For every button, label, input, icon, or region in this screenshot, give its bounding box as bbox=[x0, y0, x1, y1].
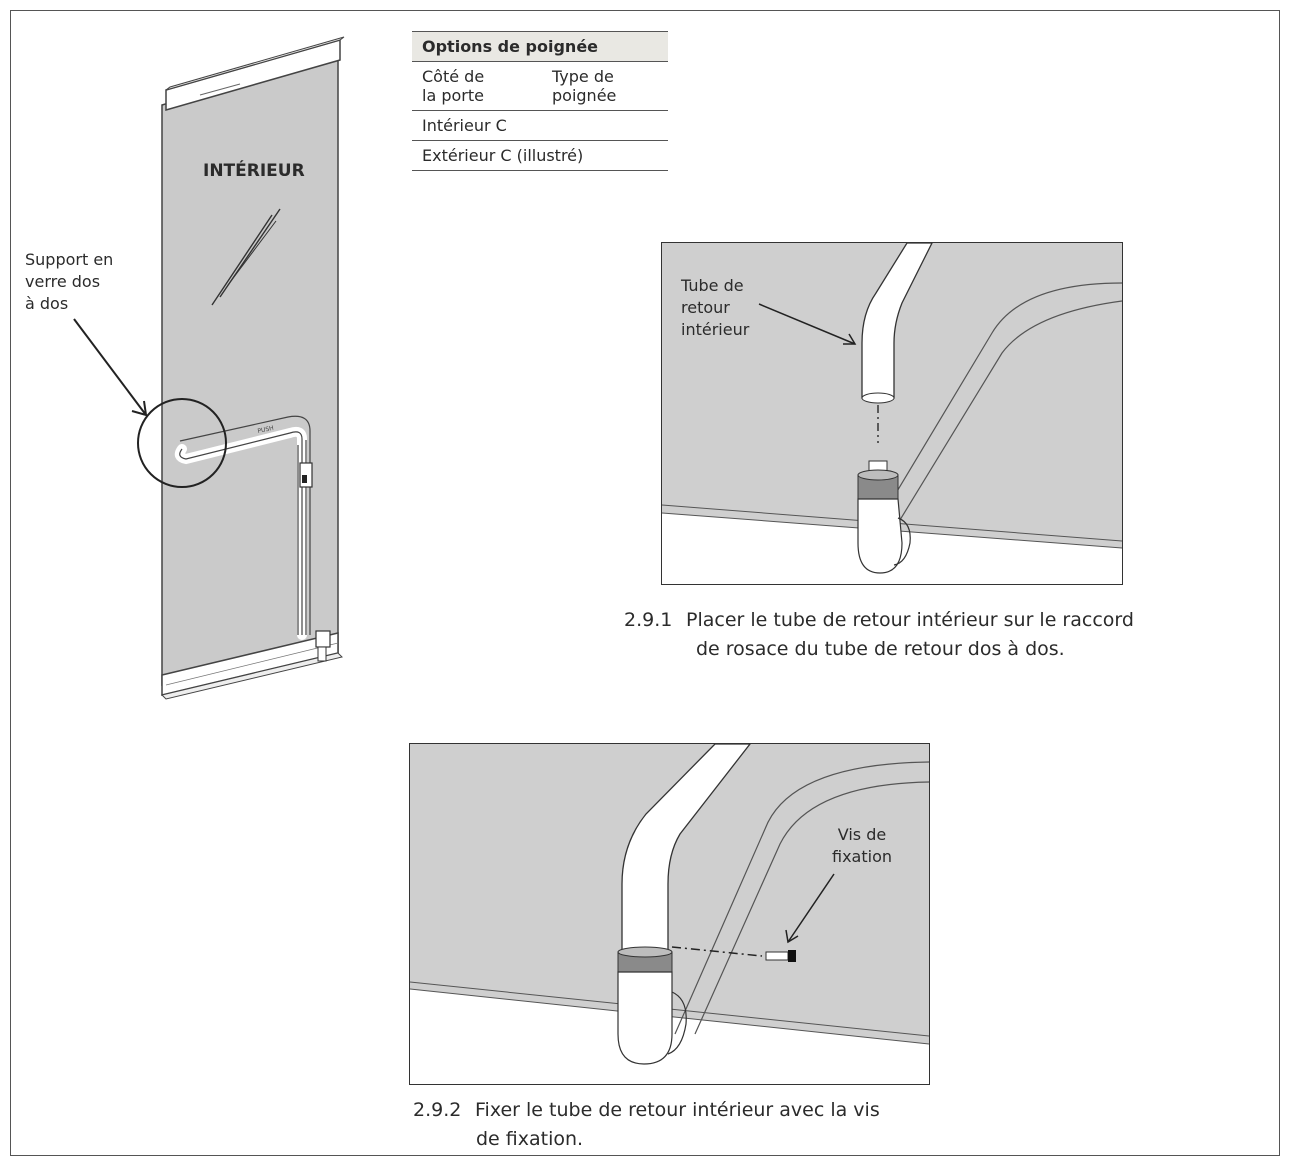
step-2-caption bbox=[413, 1096, 880, 1154]
step-2-illustration bbox=[409, 743, 930, 1085]
support-callout-line: Support en bbox=[25, 250, 114, 269]
table-header-row bbox=[412, 32, 668, 62]
interior-label: INTÉRIEUR bbox=[203, 161, 305, 181]
screw-callout-label bbox=[832, 824, 892, 868]
table-cell: Intérieur C bbox=[422, 116, 507, 135]
callout-line: intérieur bbox=[681, 320, 750, 339]
step-number: 2.9.1 bbox=[624, 609, 673, 631]
support-callout-line: verre dos bbox=[25, 272, 101, 291]
table-cell: Extérieur C (illustré) bbox=[422, 146, 584, 165]
caption-text: de fixation. bbox=[476, 1128, 584, 1150]
table-row bbox=[412, 141, 668, 171]
support-callout-line: à dos bbox=[25, 294, 69, 313]
table-row bbox=[412, 111, 668, 141]
caption-text: de rosace du tube de retour dos à dos. bbox=[696, 638, 1065, 660]
caption-text: Fixer le tube de retour intérieur avec la vis bbox=[475, 1099, 880, 1121]
table-cell: Type de poignée bbox=[552, 67, 617, 105]
callout-line: fixation bbox=[832, 847, 892, 866]
step-number: 2.9.2 bbox=[413, 1099, 462, 1121]
table-row bbox=[412, 62, 668, 111]
screw-callout-arrow bbox=[780, 870, 840, 950]
return-tube-callout-label bbox=[681, 275, 749, 341]
table-cell: Côté de la porte bbox=[422, 67, 485, 105]
callout-line: Vis de bbox=[837, 825, 887, 844]
support-callout-label bbox=[25, 249, 113, 315]
handle-options-table bbox=[412, 31, 668, 171]
table-header: Options de poignée bbox=[412, 32, 668, 62]
door-illustration bbox=[130, 35, 350, 705]
step-1-caption bbox=[624, 606, 1134, 664]
support-callout-arrow bbox=[70, 315, 160, 425]
callout-line: Tube de bbox=[681, 276, 744, 295]
svg-text:PUSH: PUSH bbox=[256, 424, 275, 435]
callout-line: retour bbox=[681, 298, 730, 317]
caption-text: Placer le tube de retour intérieur sur le raccord bbox=[686, 609, 1134, 631]
return-tube-callout-arrow bbox=[755, 300, 865, 350]
